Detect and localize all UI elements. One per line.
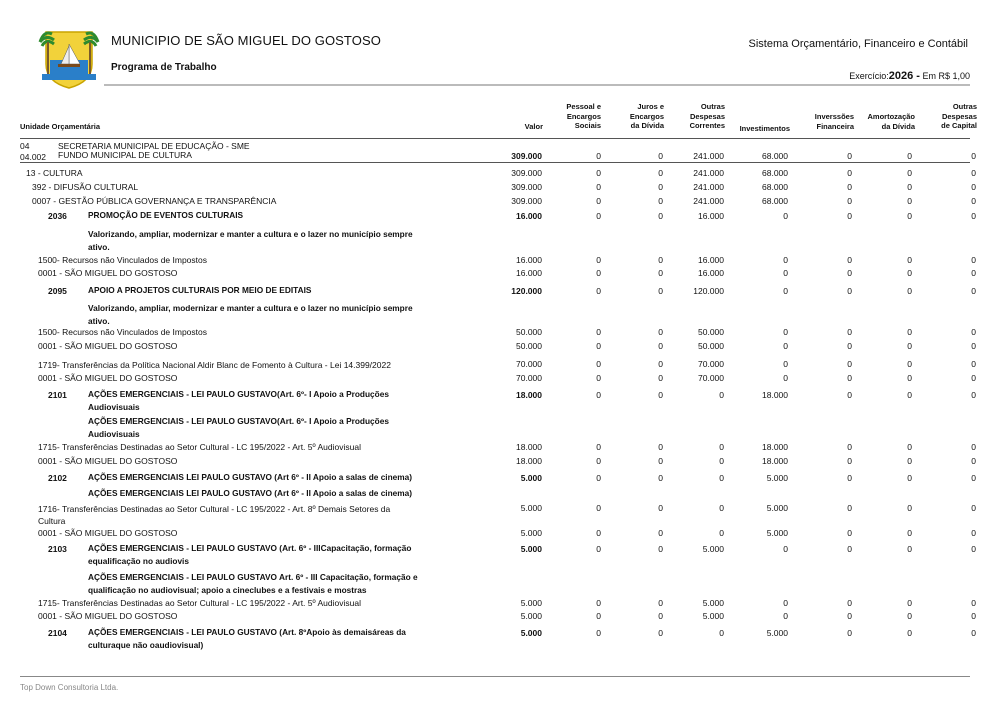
col-outras-capital-l3: de Capital: [941, 121, 977, 130]
row-value-2: 0: [658, 168, 663, 178]
footer-company: Top Down Consultoria Ltda.: [20, 683, 119, 692]
row-value-6: 0: [907, 503, 912, 513]
col-juros-l3: da Dívida: [630, 121, 664, 130]
action-description: Valorizando, ampliar, modernizar e manter a cultura e o lazer no município sempre ativo.: [88, 303, 413, 326]
action-description: AÇÕES EMERGENCIAIS - LEI PAULO GUSTAVO(Art. 6º- I Apoio a Produções Audiovisuais: [88, 416, 389, 439]
unit-value-4: 68.000: [762, 151, 788, 161]
row-value-7: 0: [971, 528, 976, 538]
row-value-0: 50.000: [516, 341, 542, 351]
row-value-5: 0: [847, 211, 852, 221]
row-value-2: 0: [658, 182, 663, 192]
org-name: SECRETARIA MUNICIPAL DE EDUCAÇÃO - SME: [58, 141, 250, 151]
row-value-3: 241.000: [693, 168, 724, 178]
row-value-5: 0: [847, 255, 852, 265]
row-value-7: 0: [971, 341, 976, 351]
row-value-6: 0: [907, 611, 912, 621]
row-value-3: 5.000: [702, 544, 724, 554]
unit-value-7: 0: [971, 151, 976, 161]
row-value-5: 0: [847, 611, 852, 621]
action-description: Valorizando, ampliar, modernizar e manter a cultura e o lazer no município sempre ativo.: [88, 229, 413, 252]
row-value-2: 0: [658, 528, 663, 538]
classification-label: 1715- Transferências Destinadas ao Setor Cultural - LC 195/2022 - Art. 5º Audiovisual: [38, 598, 361, 608]
row-value-0: 16.000: [516, 211, 542, 221]
row-value-5: 0: [847, 503, 852, 513]
classification-label: 0001 - SÃO MIGUEL DO GOSTOSO: [38, 268, 178, 278]
row-value-4: 68.000: [762, 182, 788, 192]
row-value-6: 0: [907, 196, 912, 206]
col-pessoal-l2: Encargos: [566, 111, 601, 121]
col-outras-capital: [925, 102, 977, 131]
row-value-6: 0: [907, 442, 912, 452]
row-value-6: 0: [907, 373, 912, 383]
row-value-4: 18.000: [762, 456, 788, 466]
row-value-1: 0: [596, 628, 601, 638]
row-value-0: 18.000: [516, 390, 542, 400]
row-value-3: 5.000: [702, 598, 724, 608]
row-value-4: 68.000: [762, 196, 788, 206]
action-title: AÇÕES EMERGENCIAIS - LEI PAULO GUSTAVO(Art. 6º- I Apoio a Produções Audiovisuais: [88, 389, 389, 412]
row-value-0: 5.000: [520, 473, 542, 483]
row-value-7: 0: [971, 196, 976, 206]
row-value-2: 0: [658, 456, 663, 466]
row-value-2: 0: [658, 286, 663, 296]
col-outras-capital-l1: Outras: [952, 102, 977, 111]
municipality-logo: [36, 24, 102, 90]
row-value-1: 0: [596, 528, 601, 538]
col-juros: [616, 102, 664, 131]
row-value-3: 0: [719, 528, 724, 538]
row-value-2: 0: [658, 373, 663, 383]
row-value-3: 241.000: [693, 196, 724, 206]
row-value-4: 68.000: [762, 168, 788, 178]
classification-label: 0001 - SÃO MIGUEL DO GOSTOSO: [38, 611, 178, 621]
classification-label: 392 - DIFUSÃO CULTURAL: [32, 182, 139, 192]
row-value-6: 0: [907, 456, 912, 466]
row-value-6: 0: [907, 268, 912, 278]
row-value-1: 0: [596, 327, 601, 337]
row-value-1: 0: [596, 373, 601, 383]
row-value-3: 0: [719, 503, 724, 513]
row-value-5: 0: [847, 196, 852, 206]
classification-label: 1715- Transferências Destinadas ao Setor Cultural - LC 195/2022 - Art. 5º Audiovisual: [38, 442, 361, 452]
row-value-0: 5.000: [520, 598, 542, 608]
row-value-1: 0: [596, 255, 601, 265]
row-value-1: 0: [596, 473, 601, 483]
unit-value-6: 0: [907, 151, 912, 161]
footer-divider: [20, 676, 970, 677]
row-value-6: 0: [907, 168, 912, 178]
exercise-year: 2026 -: [888, 70, 920, 82]
org-code: 04: [20, 141, 30, 151]
row-value-5: 0: [847, 359, 852, 369]
action-title: AÇÕES EMERGENCIAIS - LEI PAULO GUSTAVO (Art. 6º - IIICapacitação, formação equalificação no audiovis: [88, 543, 412, 566]
classification-label: 1719- Transferências da Política Nacional Aldir Blanc de Fomento à Cultura - Lei 14.399/2022: [38, 360, 391, 370]
row-value-2: 0: [658, 359, 663, 369]
classification-label: 13 - CULTURA: [26, 168, 83, 178]
action-description: AÇÕES EMERGENCIAIS LEI PAULO GUSTAVO (Art 6º - II Apoio a salas de cinema): [88, 488, 413, 498]
row-value-2: 0: [658, 255, 663, 265]
action-code: 2103: [48, 544, 67, 554]
action-code: 2104: [48, 628, 67, 638]
row-value-1: 0: [596, 611, 601, 621]
col-outras-correntes-l3: Correntes: [689, 121, 725, 130]
row-value-4: 0: [783, 359, 788, 369]
row-value-2: 0: [658, 341, 663, 351]
row-value-4: 0: [783, 598, 788, 608]
system-name: Sistema Orçamentário, Financeiro e Contábil: [748, 38, 968, 50]
action-title: PROMOÇÃO DE EVENTOS CULTURAIS: [88, 210, 244, 220]
row-value-7: 0: [971, 327, 976, 337]
row-value-3: 0: [719, 390, 724, 400]
classification-label: 1716- Transferências Destinadas ao Setor Cultural - LC 195/2022 - Art. 8º Demais Setores da Cultura: [38, 504, 391, 526]
row-value-6: 0: [907, 390, 912, 400]
row-value-1: 0: [596, 168, 601, 178]
row-value-0: 18.000: [516, 442, 542, 452]
row-value-0: 70.000: [516, 373, 542, 383]
action-code: 2036: [48, 211, 67, 221]
row-value-5: 0: [847, 598, 852, 608]
row-value-6: 0: [907, 628, 912, 638]
row-value-1: 0: [596, 286, 601, 296]
col-pessoal: [555, 102, 601, 131]
header-divider: [104, 84, 970, 86]
row-value-5: 0: [847, 327, 852, 337]
col-outras-capital-l2: Despesas: [941, 111, 977, 121]
col-amortizacao: [858, 112, 915, 131]
col-inversoes-l2: Financeira: [816, 121, 854, 131]
row-value-4: 0: [783, 611, 788, 621]
row-value-3: 50.000: [698, 327, 724, 337]
row-value-2: 0: [658, 390, 663, 400]
row-value-3: 0: [719, 473, 724, 483]
row-value-4: 5.000: [766, 628, 788, 638]
action-title: APOIO A PROJETOS CULTURAIS POR MEIO DE EDITAIS: [88, 285, 312, 295]
row-value-0: 309.000: [511, 196, 542, 206]
col-amortizacao-l2: da Dívida: [881, 121, 915, 131]
col-pessoal-l1: Pessoal e: [566, 102, 601, 111]
row-value-1: 0: [596, 456, 601, 466]
row-value-2: 0: [658, 268, 663, 278]
col-valor: Valor: [524, 122, 543, 131]
row-value-4: 0: [783, 341, 788, 351]
row-value-0: 5.000: [520, 544, 542, 554]
row-value-4: 0: [783, 286, 788, 296]
classification-label: 0001 - SÃO MIGUEL DO GOSTOSO: [38, 456, 178, 466]
row-value-4: 5.000: [766, 503, 788, 513]
row-value-0: 120.000: [511, 286, 542, 296]
unit-name: FUNDO MUNICIPAL DE CULTURA: [58, 150, 192, 160]
row-value-0: 18.000: [516, 456, 542, 466]
row-value-3: 0: [719, 628, 724, 638]
classification-label: 0001 - SÃO MIGUEL DO GOSTOSO: [38, 528, 178, 538]
row-value-2: 0: [658, 628, 663, 638]
row-value-7: 0: [971, 182, 976, 192]
row-value-6: 0: [907, 528, 912, 538]
unit-value-0: 309.000: [511, 151, 542, 161]
unit-value-1: 0: [596, 151, 601, 161]
row-value-6: 0: [907, 598, 912, 608]
row-value-0: 309.000: [511, 182, 542, 192]
classification-label: 1500- Recursos não Vinculados de Impostos: [38, 327, 207, 337]
row-value-5: 0: [847, 442, 852, 452]
row-value-2: 0: [658, 544, 663, 554]
row-value-3: 16.000: [698, 255, 724, 265]
row-value-4: 0: [783, 268, 788, 278]
row-value-7: 0: [971, 456, 976, 466]
row-value-1: 0: [596, 544, 601, 554]
row-value-7: 0: [971, 286, 976, 296]
row-value-4: 18.000: [762, 390, 788, 400]
row-value-1: 0: [596, 503, 601, 513]
classification-label: 1500- Recursos não Vinculados de Impostos: [38, 255, 207, 265]
row-value-2: 0: [658, 473, 663, 483]
currency-label: Em R$ 1,00: [922, 71, 970, 81]
row-value-4: 0: [783, 544, 788, 554]
row-value-7: 0: [971, 359, 976, 369]
row-value-7: 0: [971, 390, 976, 400]
row-value-7: 0: [971, 598, 976, 608]
col-outras-correntes-l1: Outras: [700, 102, 725, 111]
row-value-0: 5.000: [520, 503, 542, 513]
row-value-1: 0: [596, 390, 601, 400]
row-value-6: 0: [907, 182, 912, 192]
row-value-4: 0: [783, 255, 788, 265]
row-value-6: 0: [907, 211, 912, 221]
row-value-2: 0: [658, 598, 663, 608]
row-value-0: 16.000: [516, 255, 542, 265]
unit-value-5: 0: [847, 151, 852, 161]
row-value-1: 0: [596, 268, 601, 278]
row-value-7: 0: [971, 373, 976, 383]
classification-label: 0007 - GESTÃO PÚBLICA GOVERNANÇA E TRANSPARÊNCIA: [32, 196, 277, 206]
col-unidade: Unidade Orçamentária: [20, 122, 101, 131]
row-value-0: 16.000: [516, 268, 542, 278]
row-value-7: 0: [971, 544, 976, 554]
row-value-7: 0: [971, 255, 976, 265]
row-value-3: 120.000: [693, 286, 724, 296]
col-outras-correntes-l2: Despesas: [689, 111, 725, 121]
row-value-3: 70.000: [698, 359, 724, 369]
row-value-7: 0: [971, 611, 976, 621]
action-title: AÇÕES EMERGENCIAIS LEI PAULO GUSTAVO (Art 6º - II Apoio a salas de cinema): [88, 472, 413, 482]
action-code: 2101: [48, 390, 67, 400]
row-value-4: 5.000: [766, 473, 788, 483]
row-value-3: 70.000: [698, 373, 724, 383]
col-juros-l1: Juros e: [637, 102, 664, 111]
row-value-0: 5.000: [520, 528, 542, 538]
row-value-3: 0: [719, 442, 724, 452]
action-description: AÇÕES EMERGENCIAIS - LEI PAULO GUSTAVO Art. 6º - III Capacitação, formação e qualificação no audiovisual; apoio a cineclubes e a festivais e mostras: [88, 572, 418, 595]
row-value-1: 0: [596, 211, 601, 221]
row-value-5: 0: [847, 528, 852, 538]
unit-divider: [20, 162, 970, 163]
row-value-6: 0: [907, 255, 912, 265]
row-value-4: 0: [783, 327, 788, 337]
unit-value-2: 0: [658, 151, 663, 161]
row-value-4: 0: [783, 373, 788, 383]
col-outras-correntes: [677, 102, 725, 131]
row-value-2: 0: [658, 611, 663, 621]
exercise-info: [849, 70, 970, 82]
row-value-6: 0: [907, 327, 912, 337]
exercise-label: Exercício:: [849, 71, 889, 81]
row-value-2: 0: [658, 211, 663, 221]
unit-value-3: 241.000: [693, 151, 724, 161]
classification-label: 0001 - SÃO MIGUEL DO GOSTOSO: [38, 341, 178, 351]
row-value-1: 0: [596, 598, 601, 608]
row-value-5: 0: [847, 373, 852, 383]
row-value-7: 0: [971, 628, 976, 638]
col-pessoal-l3: Sociais: [574, 121, 601, 130]
row-value-3: 16.000: [698, 268, 724, 278]
row-value-5: 0: [847, 268, 852, 278]
row-value-1: 0: [596, 442, 601, 452]
row-value-3: 241.000: [693, 182, 724, 192]
classification-label: 0001 - SÃO MIGUEL DO GOSTOSO: [38, 373, 178, 383]
row-value-7: 0: [971, 503, 976, 513]
row-value-3: 50.000: [698, 341, 724, 351]
col-amortizacao-l1: Amortozação: [867, 112, 915, 121]
action-title: AÇÕES EMERGENCIAIS - LEI PAULO GUSTAVO (Art. 8ºApoio às demaisáreas da culturaque não oaudiovisual): [88, 627, 406, 650]
row-value-3: 0: [719, 456, 724, 466]
row-value-0: 5.000: [520, 611, 542, 621]
row-value-0: 70.000: [516, 359, 542, 369]
row-value-5: 0: [847, 168, 852, 178]
row-value-4: 0: [783, 211, 788, 221]
unit-code: 04.002: [20, 152, 46, 162]
col-inversoes-l1: Inverssões: [814, 112, 854, 121]
row-value-6: 0: [907, 341, 912, 351]
row-value-2: 0: [658, 442, 663, 452]
row-value-0: 5.000: [520, 628, 542, 638]
row-value-6: 0: [907, 286, 912, 296]
row-value-2: 0: [658, 196, 663, 206]
row-value-0: 50.000: [516, 327, 542, 337]
row-value-1: 0: [596, 341, 601, 351]
row-value-5: 0: [847, 286, 852, 296]
row-value-3: 5.000: [702, 611, 724, 621]
row-value-7: 0: [971, 442, 976, 452]
row-value-5: 0: [847, 390, 852, 400]
row-value-6: 0: [907, 544, 912, 554]
row-value-5: 0: [847, 182, 852, 192]
row-value-6: 0: [907, 473, 912, 483]
row-value-0: 309.000: [511, 168, 542, 178]
row-value-5: 0: [847, 456, 852, 466]
municipality-name: MUNICIPIO DE SÃO MIGUEL DO GOSTOSO: [111, 33, 381, 48]
row-value-2: 0: [658, 503, 663, 513]
row-value-1: 0: [596, 196, 601, 206]
row-value-7: 0: [971, 168, 976, 178]
row-value-6: 0: [907, 359, 912, 369]
row-value-3: 16.000: [698, 211, 724, 221]
col-juros-l2: Encargos: [629, 111, 664, 121]
col-investimentos: Investimentos: [739, 124, 790, 133]
row-value-5: 0: [847, 628, 852, 638]
action-code: 2102: [48, 473, 67, 483]
row-value-2: 0: [658, 327, 663, 337]
row-value-5: 0: [847, 473, 852, 483]
col-inversoes: [800, 112, 854, 131]
column-header-divider: [20, 138, 970, 139]
report-title: Programa de Trabalho: [111, 62, 217, 73]
row-value-4: 5.000: [766, 528, 788, 538]
row-value-5: 0: [847, 341, 852, 351]
row-value-7: 0: [971, 211, 976, 221]
action-code: 2095: [48, 286, 67, 296]
row-value-5: 0: [847, 544, 852, 554]
row-value-1: 0: [596, 182, 601, 192]
row-value-7: 0: [971, 268, 976, 278]
row-value-1: 0: [596, 359, 601, 369]
row-value-4: 18.000: [762, 442, 788, 452]
row-value-7: 0: [971, 473, 976, 483]
